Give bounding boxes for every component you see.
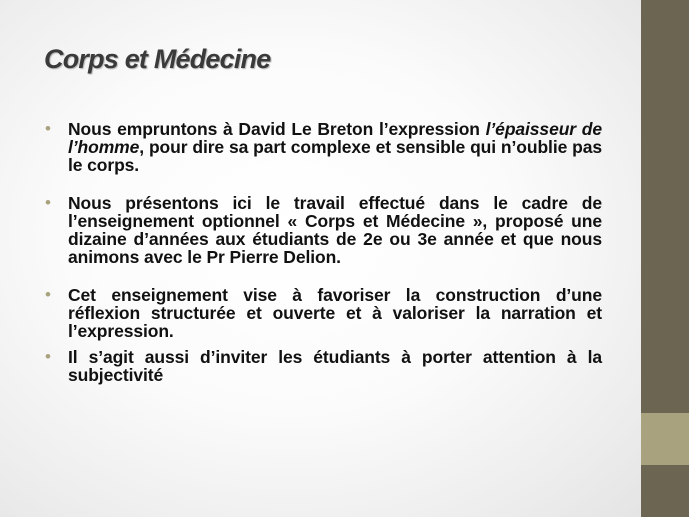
bullet-item-4 [44,348,602,384]
bullet-text-1-italic: l’épaisseur de l’homme [68,119,602,157]
bullet-text-3: Cet enseignement vise à favoriser la construction d’une réflexion structurée et ouverte et à valoriser la narration et l’expression. [68,285,602,341]
bullet-text-4: Il s’agit aussi d’inviter les étudiants à porter attention à la subjectivité [68,347,602,385]
bullet-item-1 [44,120,602,174]
sidebar-accent-band [641,413,689,465]
bullet-item-2 [44,194,602,266]
bullet-item-3 [44,286,602,340]
bullet-text-2: Nous présentons ici le travail effectué dans le cadre de l’enseignement optionnel « Corps et Médecine », proposé une dizaine d’années aux étudiants de 2e ou 3e année et que nous animons avec le Pr Pierre Delion. [68,193,602,267]
bullet-dot-icon: • [45,119,51,138]
decorative-sidebar [641,0,689,517]
slide-title: Corps et Médecine [44,44,271,74]
bullet-list [44,120,602,384]
bullet-dot-icon: • [45,347,51,366]
bullet-dot-icon: • [45,285,51,304]
bullet-text-1a: Nous empruntons à David Le Breton l’expression [68,119,486,139]
bullet-dot-icon: • [45,193,51,212]
bullet-text-1b: , pour dire sa part complexe et sensible qui n’oublie pas le corps. [68,137,602,175]
